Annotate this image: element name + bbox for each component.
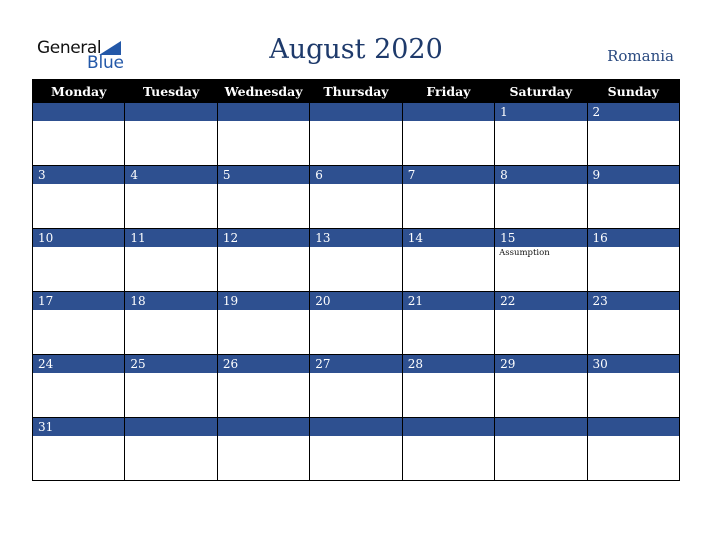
day-number: 6 <box>310 166 401 184</box>
weekday-header-friday: Friday <box>402 80 494 103</box>
day-number: 29 <box>495 355 586 373</box>
week-row <box>33 418 680 481</box>
day-cell <box>125 229 217 292</box>
day-number: 31 <box>33 418 124 436</box>
day-cell <box>310 355 402 418</box>
day-number: 4 <box>125 166 216 184</box>
logo-text-blue: Blue <box>87 53 124 73</box>
day-number: 2 <box>588 103 679 121</box>
day-number: 30 <box>588 355 679 373</box>
day-number: 9 <box>588 166 679 184</box>
day-cell <box>587 103 679 166</box>
month-calendar <box>32 79 680 481</box>
logo-text-general: General <box>37 38 102 58</box>
week-row <box>33 229 680 292</box>
day-number: 25 <box>125 355 216 373</box>
day-number: 24 <box>33 355 124 373</box>
calendar-body <box>33 103 680 481</box>
day-cell <box>310 166 402 229</box>
day-cell <box>125 418 217 481</box>
day-number <box>125 103 216 121</box>
day-cell <box>402 418 494 481</box>
day-cell <box>587 355 679 418</box>
day-cell <box>495 229 587 292</box>
weekday-header-saturday: Saturday <box>495 80 587 103</box>
weekday-header-sunday: Sunday <box>587 80 679 103</box>
day-number: 28 <box>403 355 494 373</box>
day-cell <box>33 418 125 481</box>
day-number: 8 <box>495 166 586 184</box>
weekday-header-monday: Monday <box>33 80 125 103</box>
day-cell <box>125 355 217 418</box>
day-cell <box>33 292 125 355</box>
day-cell <box>402 355 494 418</box>
day-cell <box>217 166 309 229</box>
day-number: 18 <box>125 292 216 310</box>
week-row <box>33 166 680 229</box>
day-number: 27 <box>310 355 401 373</box>
day-cell <box>217 103 309 166</box>
day-number: 13 <box>310 229 401 247</box>
day-number <box>403 103 494 121</box>
day-number <box>218 103 309 121</box>
day-number: 1 <box>495 103 586 121</box>
day-cell <box>402 292 494 355</box>
day-cell <box>33 103 125 166</box>
day-number: 21 <box>403 292 494 310</box>
day-cell <box>125 103 217 166</box>
day-cell <box>125 166 217 229</box>
day-number <box>33 103 124 121</box>
day-cell <box>33 166 125 229</box>
day-number: 7 <box>403 166 494 184</box>
country-label: Romania <box>607 47 674 65</box>
day-number: 10 <box>33 229 124 247</box>
day-cell <box>217 229 309 292</box>
day-cell <box>495 292 587 355</box>
day-cell <box>587 418 679 481</box>
week-row <box>33 355 680 418</box>
day-number <box>403 418 494 436</box>
weekday-header-tuesday: Tuesday <box>125 80 217 103</box>
day-cell <box>33 355 125 418</box>
day-number: 16 <box>588 229 679 247</box>
weekday-header-row <box>33 80 680 103</box>
day-cell <box>310 103 402 166</box>
day-cell <box>217 355 309 418</box>
holiday-label: Assumption <box>499 248 550 258</box>
calendar-title: August 2020 <box>269 34 443 65</box>
day-number <box>125 418 216 436</box>
day-number: 12 <box>218 229 309 247</box>
day-number: 20 <box>310 292 401 310</box>
day-cell <box>402 103 494 166</box>
day-cell <box>125 292 217 355</box>
day-cell <box>495 418 587 481</box>
day-cell <box>587 166 679 229</box>
weekday-header-thursday: Thursday <box>310 80 402 103</box>
day-number: 19 <box>218 292 309 310</box>
weekday-header-wednesday: Wednesday <box>217 80 309 103</box>
day-number: 15 <box>495 229 586 247</box>
day-number: 5 <box>218 166 309 184</box>
day-number: 17 <box>33 292 124 310</box>
day-number <box>218 418 309 436</box>
day-number: 22 <box>495 292 586 310</box>
day-cell <box>587 292 679 355</box>
day-cell <box>402 166 494 229</box>
day-cell <box>495 166 587 229</box>
day-number: 26 <box>218 355 309 373</box>
week-row <box>33 103 680 166</box>
day-cell <box>495 103 587 166</box>
day-number: 14 <box>403 229 494 247</box>
day-number <box>310 103 401 121</box>
day-cell <box>217 292 309 355</box>
day-number: 23 <box>588 292 679 310</box>
day-number <box>495 418 586 436</box>
day-cell <box>33 229 125 292</box>
week-row <box>33 292 680 355</box>
day-number <box>310 418 401 436</box>
day-cell <box>310 418 402 481</box>
day-cell <box>587 229 679 292</box>
day-cell <box>217 418 309 481</box>
day-cell <box>310 229 402 292</box>
day-number <box>588 418 679 436</box>
day-cell <box>495 355 587 418</box>
day-number: 11 <box>125 229 216 247</box>
day-cell <box>310 292 402 355</box>
day-number: 3 <box>33 166 124 184</box>
day-cell <box>402 229 494 292</box>
